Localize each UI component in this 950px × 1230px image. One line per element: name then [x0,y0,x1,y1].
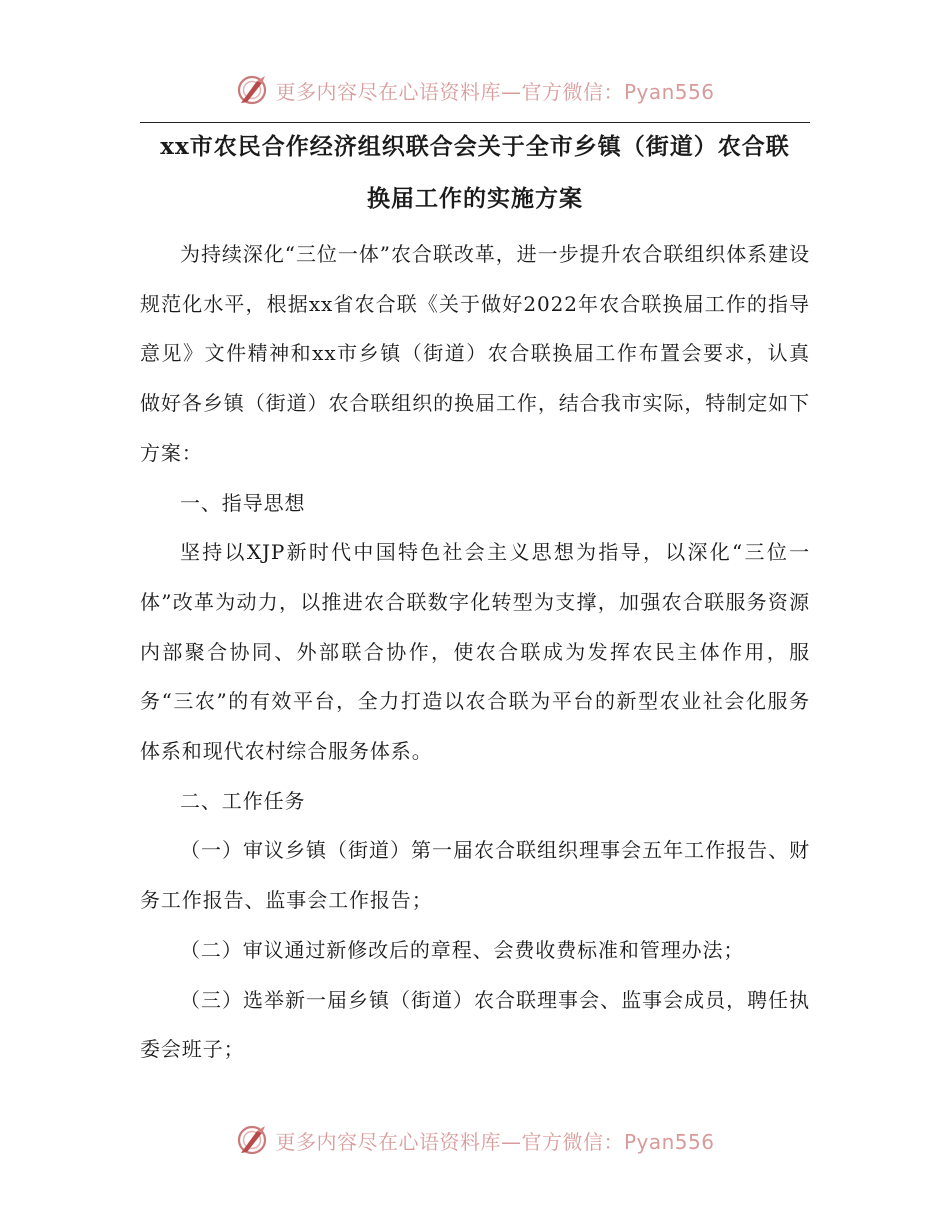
header-rule [140,122,810,123]
task-item-1: （一）审议乡镇（街道）第一届农合联组织理事会五年工作报告、财务工作报告、监事会工作报告； [140,838,810,913]
document-body [140,230,810,1075]
task-item-2: （二）审议通过新修改后的章程、会费收费标准和管理办法； [180,937,745,962]
document-title-line-1: xx市农民合作经济组织联合会关于全市乡镇（街道）农合联 [160,133,790,160]
guiding-ideology-paragraph: 坚持以XJP新时代中国特色社会主义思想为指导，以深化“三位一体”改革为动力，以推进农合联数字化转型为支撑，加强农合联服务资源内部聚合协同、外部联合协作，使农合联成为发挥农民主体作用，服务“三农”的有效平台，全力打造以农合联为平台的新型农业社会化服务体系和现代农村综合服务体系。 [140,540,810,764]
task-item-3: （三）选举新一届乡镇（街道）农合联理事会、监事会成员，聘任执委会班子； [140,987,810,1062]
intro-paragraph: 为持续深化“三位一体”农合联改革，进一步提升农合联组织体系建设规范化水平，根据xx省农合联《关于做好2022年农合联换届工作的指导意见》文件精神和xx市乡镇（街道）农合联换届工作布置会要求，认真做好各乡镇（街道）农合联组织的换届工作，结合我市实际，特制定如下方案： [140,242,810,465]
footer-banner [0,1120,950,1160]
quill-pen-circle-icon [235,73,269,107]
quill-pen-circle-icon [235,1123,269,1157]
header-banner [0,70,950,110]
document-title-line-2: 换届工作的实施方案 [367,185,583,212]
section-heading-work-tasks: 二、工作任务 [180,788,306,813]
section-heading-guiding-ideology: 一、指导思想 [180,490,306,515]
banner-text: 更多内容尽在心语资料库—官方微信：Pyan556 [275,1129,715,1154]
banner-text: 更多内容尽在心语资料库—官方微信：Pyan556 [275,79,715,104]
